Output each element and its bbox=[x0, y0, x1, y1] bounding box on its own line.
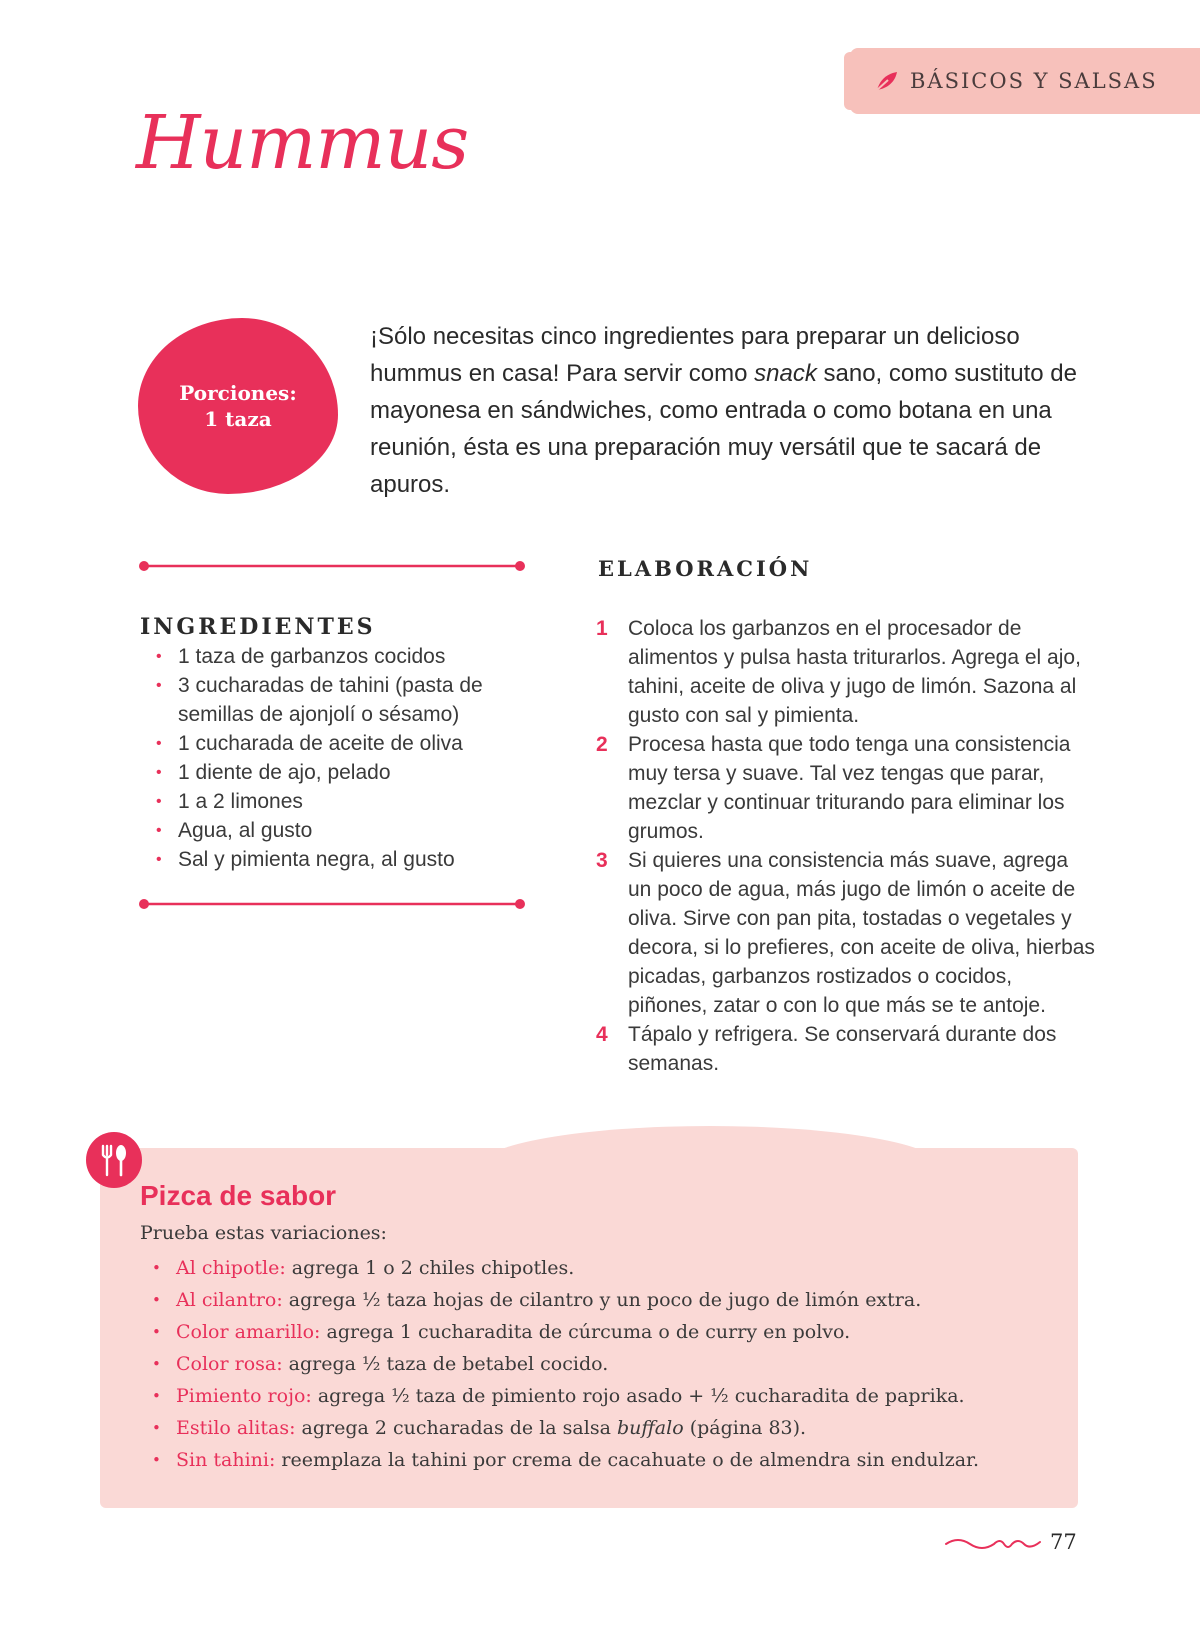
step-text: Tápalo y refrigera. Se conservará durante dos semanas. bbox=[628, 1023, 1057, 1075]
intro-text-part1: ¡Sólo necesitas cinco ingredientes para preparar un delicioso hummus en casa! Para servir como bbox=[370, 323, 1020, 387]
method-step bbox=[596, 730, 1096, 846]
variation-item bbox=[148, 1348, 1078, 1380]
variation-text: agrega 1 cucharadita de cúrcuma o de curry en polvo. bbox=[320, 1321, 851, 1343]
list-item: • 1 cucharada de aceite de oliva bbox=[150, 729, 540, 758]
intro-text-part2: sano, como sustituto de mayonesa en sándwiches, como entrada o como botana en una reunión, ésta es una preparación muy versátil que te sacará de apuros. bbox=[370, 360, 1077, 498]
variation-text: agrega ½ taza hojas de cilantro y un poco de jugo de limón extra. bbox=[282, 1289, 922, 1311]
intro-text bbox=[370, 318, 1090, 503]
step-number: 1 bbox=[596, 617, 608, 640]
method-steps bbox=[596, 614, 1096, 1078]
page-title: Hummus bbox=[136, 100, 469, 186]
list-item: • 1 a 2 limones bbox=[150, 787, 540, 816]
step-text: Si quieres una consistencia más suave, agrega un poco de agua, más jugo de limón o aceite de oliva. Sirve con pan pita, tostadas o vegetales y decora, si lo prefieres, con aceite de oliva, hierbas picadas, garbanzos rostizados o cocidos, piñones, zatar o con lo que más se te antoje. bbox=[628, 849, 1095, 1017]
method-step bbox=[596, 1020, 1096, 1078]
fork-spoon-icon bbox=[86, 1132, 142, 1188]
variation-text-after: (página 83). bbox=[683, 1417, 807, 1439]
tip-intro: Prueba estas variaciones: bbox=[140, 1222, 387, 1244]
tip-title: Pizca de sabor bbox=[140, 1180, 337, 1211]
divider-bottom bbox=[138, 897, 526, 911]
step-number: 4 bbox=[596, 1023, 608, 1046]
variation-item bbox=[148, 1412, 1078, 1444]
page-ornament bbox=[944, 1534, 1044, 1554]
fork-spoon-glyph bbox=[94, 1140, 134, 1180]
list-item: • 3 cucharadas de tahini (pasta de semillas de ajonjolí o sésamo) bbox=[150, 671, 540, 729]
method-step bbox=[596, 614, 1096, 730]
variation-label: Al cilantro: bbox=[176, 1289, 283, 1311]
variation-item bbox=[148, 1380, 1078, 1412]
page-number: 77 bbox=[1050, 1530, 1077, 1554]
variation-text: agrega ½ taza de betabel cocido. bbox=[282, 1353, 609, 1375]
list-item: • Agua, al gusto bbox=[150, 816, 540, 845]
list-item: • 1 taza de garbanzos cocidos bbox=[150, 642, 540, 671]
step-text: Coloca los garbanzos en el procesador de alimentos y pulsa hasta triturarlos. Agrega el ajo, tahini, aceite de oliva y jugo de limón. Sazona al gusto con sal y pimienta. bbox=[628, 617, 1081, 727]
variation-item bbox=[148, 1316, 1078, 1348]
intro-text-emphasis: snack bbox=[754, 360, 817, 387]
variation-label: Color amarillo: bbox=[176, 1321, 321, 1343]
ingredients-list bbox=[150, 642, 540, 874]
list-item: • Sal y pimienta negra, al gusto bbox=[150, 845, 540, 874]
divider-top bbox=[138, 559, 526, 573]
step-text: Procesa hasta que todo tenga una consistencia muy tersa y suave. Tal vez tengas que parar, mezclar y continuar triturando para eliminar los grumos. bbox=[628, 733, 1071, 843]
portions-value: 1 taza bbox=[204, 407, 272, 431]
variation-text: agrega 1 o 2 chiles chipotles. bbox=[285, 1257, 575, 1279]
section-tag bbox=[850, 48, 1200, 114]
variation-label: Pimiento rojo: bbox=[176, 1385, 312, 1407]
variation-emphasis: buffalo bbox=[616, 1417, 684, 1439]
variation-item bbox=[148, 1444, 1078, 1476]
variation-text: agrega ½ taza de pimiento rojo asado + ½ cucharadita de paprika. bbox=[311, 1385, 965, 1407]
variation-text: agrega 2 cucharadas de la salsa bbox=[295, 1417, 617, 1439]
method-step bbox=[596, 846, 1096, 1020]
method-heading: ELABORACIÓN bbox=[598, 556, 813, 581]
portions-badge bbox=[138, 318, 338, 494]
variation-label: Estilo alitas: bbox=[176, 1417, 296, 1439]
ingredients-heading: INGREDIENTES bbox=[140, 614, 376, 640]
step-number: 2 bbox=[596, 733, 608, 756]
variation-item bbox=[148, 1252, 1078, 1284]
list-item: • 1 diente de ajo, pelado bbox=[150, 758, 540, 787]
variations-list bbox=[148, 1252, 1078, 1476]
step-number: 3 bbox=[596, 849, 608, 872]
leaf-icon bbox=[874, 68, 900, 94]
variation-label: Al chipotle: bbox=[176, 1257, 286, 1279]
variation-label: Color rosa: bbox=[176, 1353, 283, 1375]
variation-item bbox=[148, 1284, 1078, 1316]
section-label: BÁSICOS Y SALSAS bbox=[910, 69, 1158, 93]
variation-label: Sin tahini: bbox=[176, 1449, 276, 1471]
portions-label: Porciones: bbox=[179, 381, 297, 405]
variation-text: reemplaza la tahini por crema de cacahuate o de almendra sin endulzar. bbox=[275, 1449, 980, 1471]
